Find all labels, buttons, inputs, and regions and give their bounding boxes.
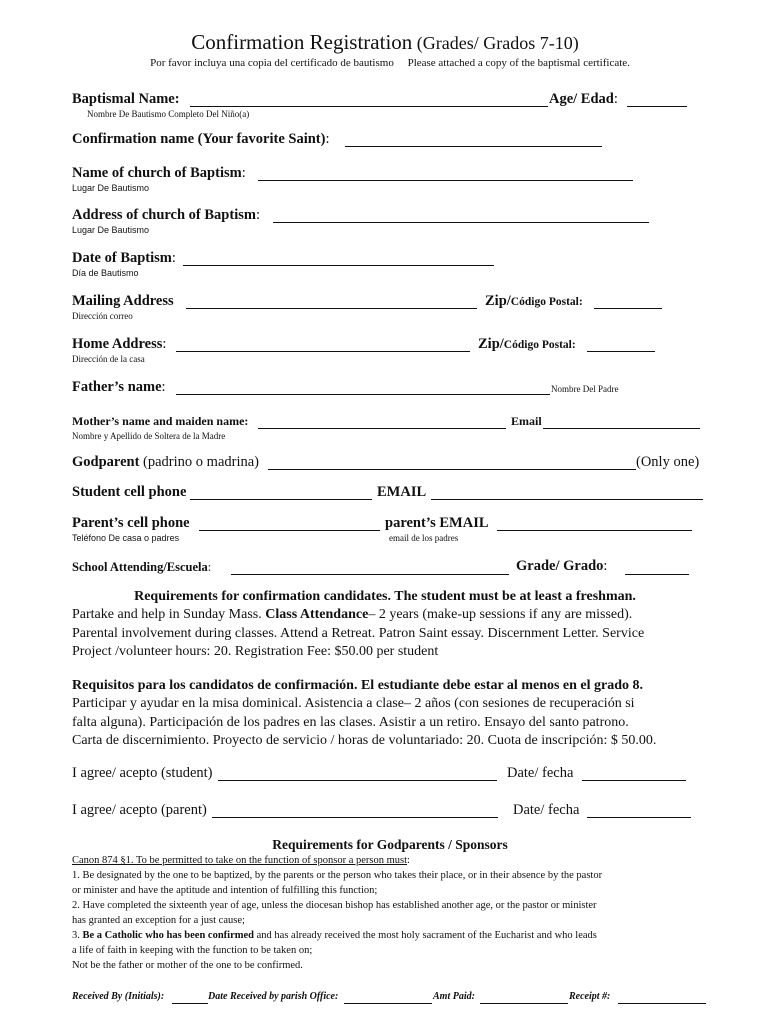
mother-name-sub: Nombre y Apellido de Soltera de la Madre: [72, 431, 226, 441]
footer-date-received-field[interactable]: [344, 1003, 432, 1004]
item3-c: and has already received the most holy sacrament of the Eucharist and who leads: [254, 930, 597, 941]
godparent-item1-line2: or minister and have the aptitude and intention of fulfilling this function;: [72, 885, 378, 896]
godparent-item3-line1: [72, 928, 762, 943]
church-address-colon: :: [255, 207, 260, 223]
student-cell-field[interactable]: [190, 499, 372, 500]
school-field[interactable]: [231, 574, 509, 575]
school-label: [72, 560, 211, 575]
church-name-text: Name of church of Baptism: [72, 165, 242, 181]
godparents-body: [72, 853, 762, 973]
zip1-field[interactable]: [594, 308, 662, 309]
parent-email-sub: email de los padres: [389, 533, 459, 543]
email2-label: EMAIL: [377, 484, 427, 500]
godparents-heading: Requirements for Godparents / Sponsors: [272, 837, 508, 852]
parent-email-field[interactable]: [497, 530, 692, 531]
footer-amt-paid-field[interactable]: [480, 1003, 568, 1004]
godparent-item2-line2: has granted an exception for a just cause;: [72, 915, 245, 926]
confirmation-name-text: Confirmation name (Your favorite Saint): [72, 131, 326, 147]
godparent-paren: (padrino o madrina): [139, 454, 260, 470]
school-text: School Attending/Escuela: [72, 560, 208, 574]
baptism-date-colon: :: [171, 250, 176, 266]
church-address-field[interactable]: [273, 222, 649, 223]
email1-field[interactable]: [543, 428, 700, 429]
footer-received-by: Received By (Initials):: [72, 991, 165, 1002]
parent-email-label: parent’s EMAIL: [385, 515, 489, 531]
req-en-l1c: – 2 years (make-up sessions if any are missed).: [368, 607, 633, 622]
item3-a: 3.: [72, 930, 83, 941]
church-address-text: Address of church of Baptism: [72, 207, 256, 223]
canon-colon: :: [407, 855, 410, 866]
parent-cell-field[interactable]: [199, 530, 380, 531]
mailing-address-label: Mailing Address: [72, 293, 174, 309]
godparent-item4: Not be the father or mother of the one to be confirmed.: [72, 960, 303, 971]
email1-label: Email: [511, 414, 542, 428]
home-address-sub: Dirección de la casa: [72, 354, 145, 364]
grade-colon: :: [603, 558, 608, 574]
mother-name-label: Mother’s name and maiden name:: [72, 414, 249, 428]
godparent-item3-line2: a life of faith in keeping with the function to be taken on;: [72, 945, 313, 956]
requirements-en-line1: [72, 606, 752, 625]
church-name-sub: Lugar De Bautismo: [72, 183, 150, 193]
godparent-item2-line1: 2. Have completed the sixteenth year of age, unless the diocesan bishop has established another age, or the pastor or minister: [72, 900, 597, 911]
footer-received-by-field[interactable]: [172, 1003, 208, 1004]
father-name-text: Father’s name: [72, 379, 162, 395]
church-address-label: [72, 207, 260, 224]
confirmation-name-colon: :: [325, 131, 330, 147]
church-name-colon: :: [241, 165, 246, 181]
mailing-address-sub: Dirección correo: [72, 311, 133, 321]
item3-b: Be a Catholic who has been confirmed: [82, 930, 254, 941]
agree-date1-label: Date/ fecha: [507, 765, 574, 781]
agree-date2-field[interactable]: [587, 817, 691, 818]
agree-date2-label: Date/ fecha: [513, 802, 580, 818]
school-colon: :: [207, 560, 212, 574]
home-address-label: [72, 336, 166, 353]
confirmation-name-field[interactable]: [345, 146, 602, 147]
zip1-label: [485, 293, 583, 310]
requirements-es-heading: Requisitos para los candidatos de confirmación. El estudiante debe estar al menos en el grado 8.: [72, 678, 644, 693]
requirements-en-body: [72, 606, 752, 662]
form-title: [0, 30, 770, 55]
zip1-text: Zip/: [485, 293, 511, 309]
requirements-en-line3: Project /volunteer hours: 20. Registration Fee: $50.00 per student: [72, 644, 439, 659]
requirements-en-heading: Requirements for confirmation candidates. The student must be at least a freshman.: [134, 589, 636, 604]
agree-student-field[interactable]: [218, 780, 497, 781]
certificate-note: Por favor incluya una copia del certificado de bautismo Please attached a copy of the baptismal certificate.: [150, 57, 630, 69]
age-label: [549, 91, 618, 108]
father-name-colon: :: [161, 379, 166, 395]
parent-cell-label: Parent’s cell phone: [72, 515, 190, 531]
church-name-label: [72, 165, 246, 182]
canon-text: Canon 874 §1. To be permitted to take on the function of sponsor a person must: [72, 855, 408, 866]
title-main: Confirmation Registration: [191, 30, 413, 54]
zip2-label: [478, 336, 576, 353]
mailing-address-field[interactable]: [186, 308, 477, 309]
baptism-date-sub: Día de Bautismo: [72, 268, 139, 278]
grade-field[interactable]: [625, 574, 689, 575]
zip2-text: Zip/: [478, 336, 504, 352]
godparent-item1-line1: 1. Be designated by the one to be baptized, by the parents or the person who takes their place, or in their absence by the pastor: [72, 870, 603, 881]
baptism-date-field[interactable]: [183, 265, 494, 266]
age-label-text: Age/ Edad: [549, 91, 614, 107]
title-grades: (Grades/ Grados 7-10): [412, 33, 579, 53]
grade-text: Grade/ Grado: [516, 558, 604, 574]
footer-amt-paid: Amt Paid:: [433, 991, 475, 1002]
requirements-en-line2: Parental involvement during classes. Attend a Retreat. Patron Saint essay. Discernment Letter. Service: [72, 625, 645, 641]
father-name-label: [72, 379, 166, 396]
godparent-label: [72, 454, 259, 471]
age-field[interactable]: [627, 106, 687, 107]
req-en-l1b: Class Attendance: [265, 607, 369, 622]
home-address-field[interactable]: [176, 351, 470, 352]
church-name-field[interactable]: [258, 180, 633, 181]
canon-line: [72, 853, 762, 868]
confirmation-name-label: [72, 131, 330, 148]
parent-cell-sub: Teléfono De casa o padres: [72, 533, 180, 543]
zip2-small: Código Postal:: [503, 339, 576, 351]
grade-label: [516, 558, 607, 575]
footer-date-received: Date Received by parish Office:: [208, 991, 339, 1002]
church-address-sub: Lugar De Bautismo: [72, 225, 150, 235]
agree-parent-label: I agree/ acepto (parent): [72, 802, 207, 818]
home-address-text: Home Address: [72, 336, 163, 352]
agree-student-label: I agree/ acepto (student): [72, 765, 213, 781]
godparent-field[interactable]: [268, 469, 636, 470]
zip1-small: Código Postal:: [510, 296, 583, 308]
mother-name-field[interactable]: [258, 428, 506, 429]
father-name-field[interactable]: [176, 394, 550, 395]
requirements-es-line1: Participar y ayudar en la misa dominical. Asistencia a clase– 2 años (con sesiones de recuperación si: [72, 696, 635, 711]
requirements-es-body: [72, 695, 762, 751]
baptism-date-text: Date of Baptism: [72, 250, 172, 266]
godparent-text: Godparent: [72, 454, 140, 470]
father-name-suffix: Nombre Del Padre: [551, 384, 619, 394]
baptism-date-label: [72, 250, 176, 267]
requirements-es-line3: Carta de discernimiento. Proyecto de servicio / horas de voluntariado: 20. Cuota de inscripción: $ 50.00.: [72, 733, 657, 748]
baptismal-name-label: Baptismal Name:: [72, 91, 180, 107]
home-address-colon: :: [162, 336, 167, 352]
footer-receipt: Receipt #:: [569, 991, 611, 1002]
email2-field[interactable]: [431, 499, 703, 500]
zip2-field[interactable]: [587, 351, 655, 352]
age-colon: :: [613, 91, 618, 107]
req-en-l1a: Partake and help in Sunday Mass.: [72, 607, 266, 622]
godparent-suffix: (Only one): [636, 454, 700, 470]
agree-parent-field[interactable]: [212, 817, 498, 818]
agree-date1-field[interactable]: [582, 780, 686, 781]
footer-receipt-field[interactable]: [618, 1003, 706, 1004]
baptismal-name-field[interactable]: [190, 106, 548, 107]
requirements-es-line2: falta alguna). Participación de los padres en las clases. Asistir a un retiro. Ensayo del santo patrono.: [72, 714, 629, 730]
baptismal-name-sub: Nombre De Bautismo Completo Del Niño(a): [87, 109, 250, 119]
student-cell-label: Student cell phone: [72, 484, 187, 500]
